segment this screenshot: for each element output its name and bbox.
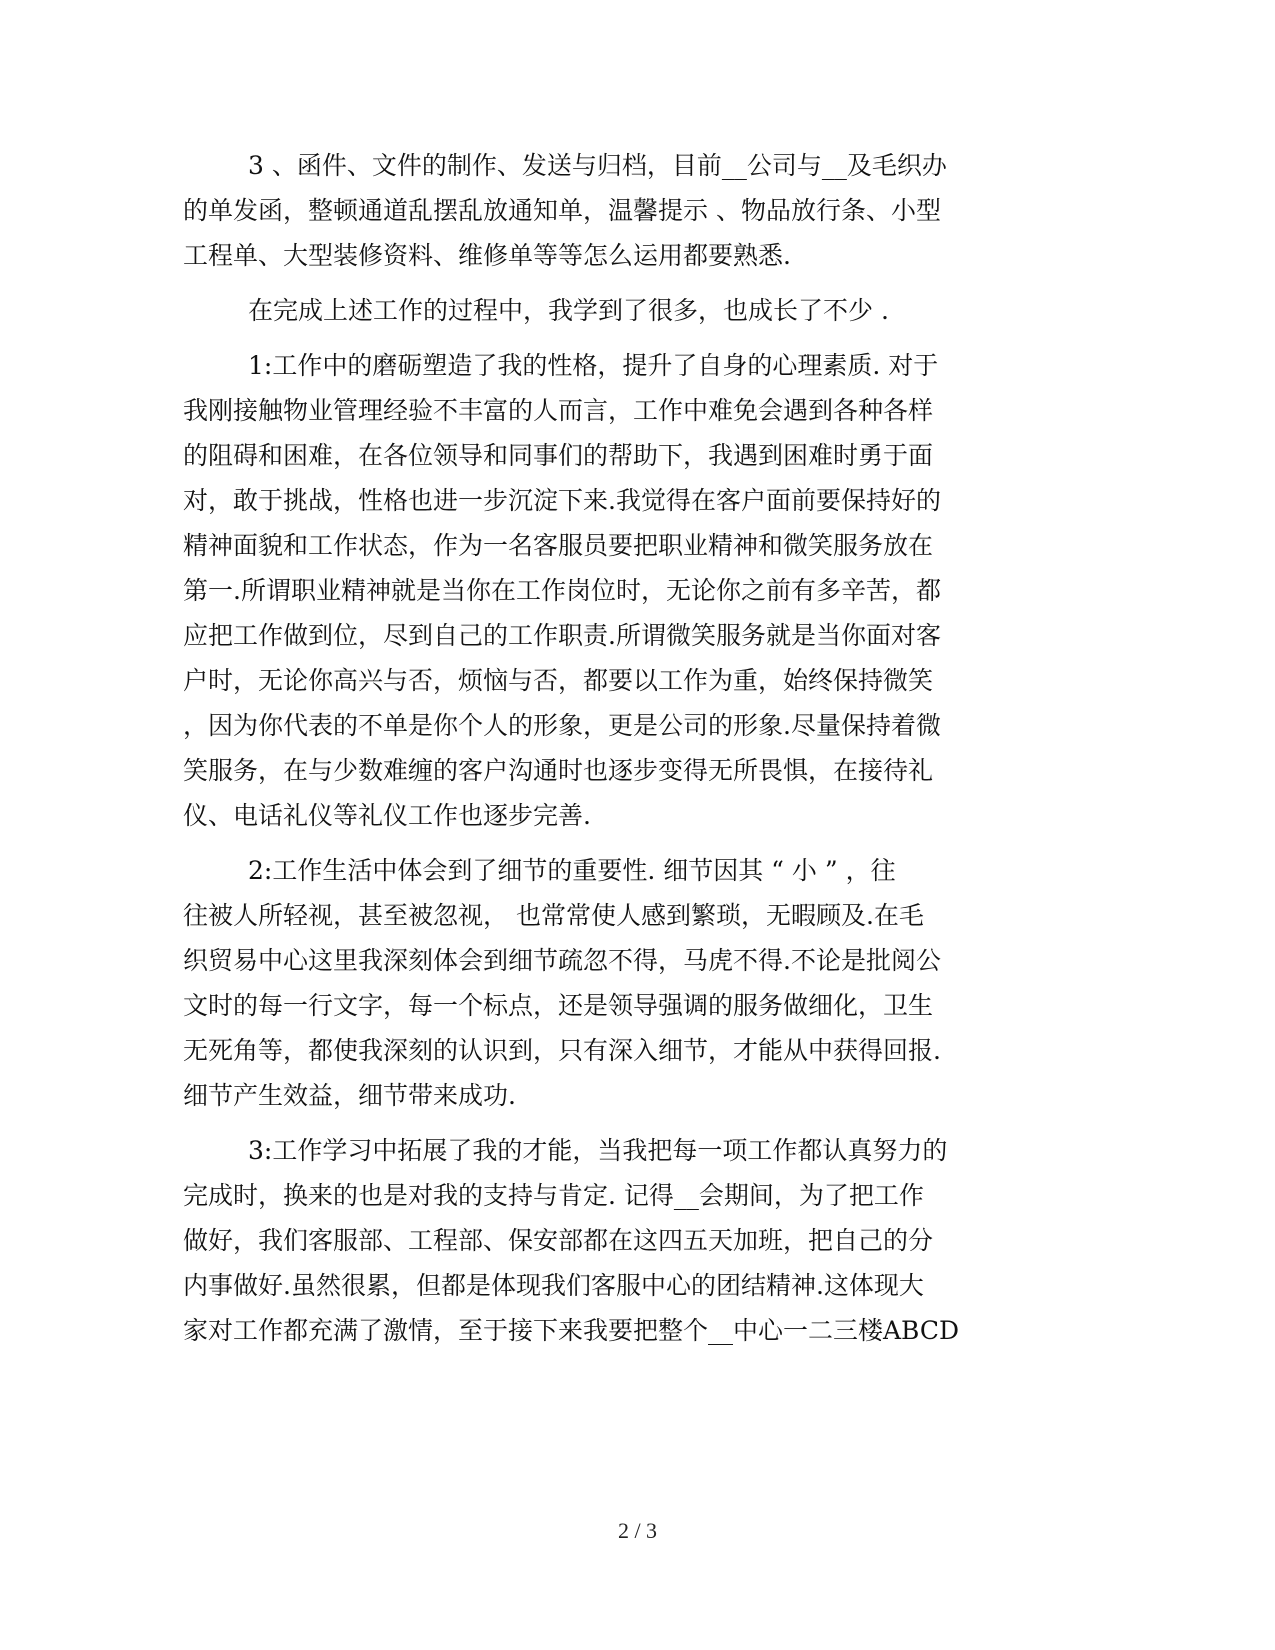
paragraph-4-line-5: 无死角等，都使我深刻的认识到，只有深入细节，才能从中获得回报.	[183, 1036, 941, 1065]
paragraph-3-line-5: 精神面貌和工作状态，作为一名客服员要把职业精神和微笑服务放在	[183, 531, 934, 560]
paragraph-1-line-2: 的单发函，整顿通道乱摆乱放通知单，温馨提示 、物品放行条、小型	[183, 196, 941, 225]
paragraph-3-line-8: 户时，无论你高兴与否，烦恼与否，都要以工作为重，始终保持微笑	[183, 666, 934, 695]
paragraph-5-line-4: 内事做好.虽然很累，但都是体现我们客服中心的团结精神.这体现大	[183, 1271, 924, 1300]
paragraph-3-line-9: ，因为你代表的不单是你个人的形象，更是公司的形象.尽量保持着微	[183, 711, 941, 740]
paragraph-4-line-3: 织贸易中心这里我深刻体会到细节疏忽不得，马虎不得.不论是批阅公	[183, 946, 941, 975]
paragraph-3-line-10: 笑服务，在与少数难缠的客户沟通时也逐步变得无所畏惧，在接待礼	[183, 756, 934, 785]
paragraph-5-line-2: 完成时，换来的也是对我的支持与肯定. 记得__会期间，为了把工作	[183, 1181, 924, 1210]
paragraph-3-line-3: 的阻碍和困难，在各位领导和同事们的帮助下，我遇到困难时勇于面	[183, 441, 934, 470]
paragraph-5-line-5: 家对工作都充满了激情，至于接下来我要把整个__中心一二三楼ABCD	[183, 1316, 960, 1345]
paragraph-3-line-11: 仪、电话礼仪等礼仪工作也逐步完善.	[183, 801, 591, 830]
paragraph-3-line-1: 1:工作中的磨砺塑造了我的性格，提升了自身的心理素质. 对于	[248, 351, 939, 380]
paragraph-1-line-3: 工程单、大型装修资料、维修单等等怎么运用都要熟悉.	[183, 241, 791, 270]
paragraph-3-line-6: 第一.所谓职业精神就是当你在工作岗位时，无论你之前有多辛苦，都	[183, 576, 941, 605]
paragraph-1-line-1: 3 、函件、文件的制作、发送与归档，目前__公司与__及毛织办	[248, 151, 947, 180]
paragraph-4-line-6: 细节产生效益，细节带来成功.	[183, 1081, 516, 1110]
paragraph-3-line-7: 应把工作做到位，尽到自己的工作职责.所谓微笑服务就是当你面对客	[183, 621, 941, 650]
paragraph-4-line-2: 往被人所轻视，甚至被忽视， 也常常使人感到繁琐，无暇顾及.在毛	[183, 901, 924, 930]
paragraph-3-line-2: 我刚接触物业管理经验不丰富的人而言，工作中难免会遇到各种各样	[183, 396, 934, 425]
paragraph-4-line-1: 2:工作生活中体会到了细节的重要性. 细节因其 “ 小 ” ，往	[248, 856, 896, 885]
paragraph-2-line-1: 在完成上述工作的过程中，我学到了很多，也成长了不少 .	[248, 296, 889, 325]
page-number: 2 / 3	[617, 1518, 658, 1543]
paragraph-3-line-4: 对，敢于挑战，性格也进一步沉淀下来.我觉得在客户面前要保持好的	[183, 486, 941, 515]
paragraph-5-line-3: 做好，我们客服部、工程部、保安部都在这四五天加班，把自己的分	[183, 1226, 934, 1255]
paragraph-4-line-4: 文时的每一行文字，每一个标点，还是领导强调的服务做细化，卫生	[183, 991, 934, 1020]
paragraph-5-line-1: 3:工作学习中拓展了我的才能，当我把每一项工作都认真努力的	[248, 1136, 948, 1165]
